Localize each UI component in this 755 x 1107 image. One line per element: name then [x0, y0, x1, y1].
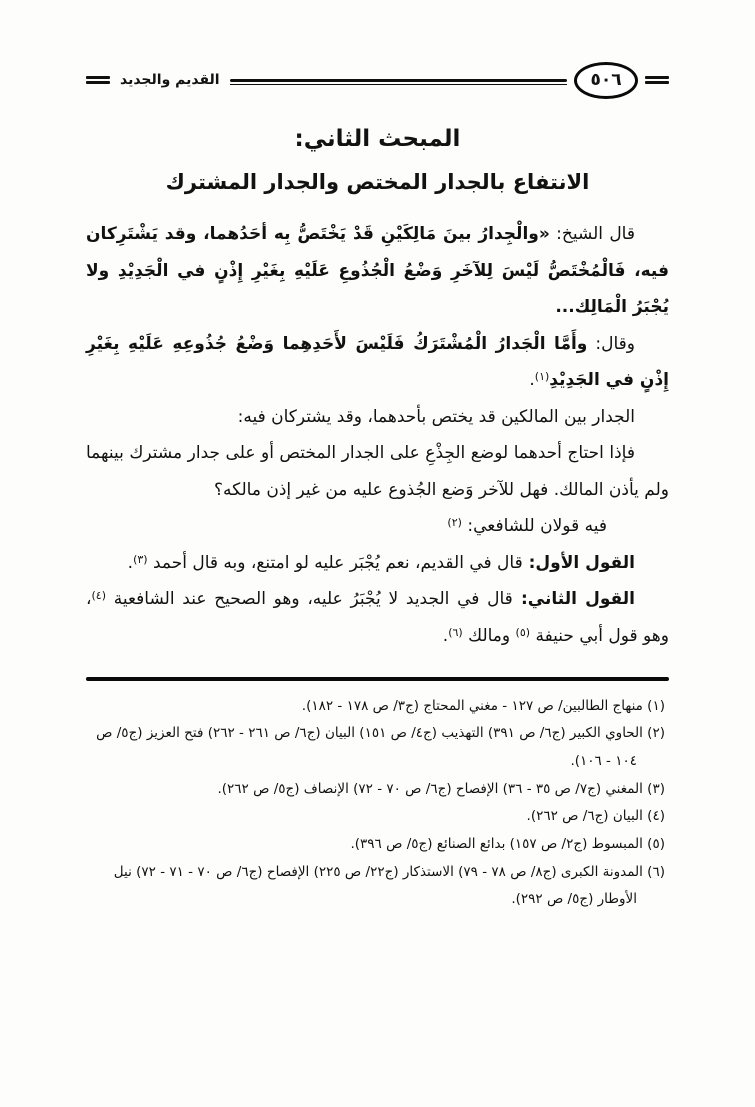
footnote-item: (٤) البيان (ج٦/ ص ٢٦٢).	[526, 808, 665, 825]
view-1-tail: .	[127, 552, 134, 573]
quote-2-tail: .	[529, 370, 535, 391]
header-rule-middle	[230, 79, 567, 82]
view-1-text: قال في القديم، نعم يُجْبَر عليه لو امتنع، وبه قال أحمد	[147, 552, 523, 573]
header-section-title: القديم والجديد	[120, 72, 220, 88]
page-header	[86, 62, 669, 98]
footnote-ref-5: (٥)	[515, 626, 531, 640]
footnote-item: (١) منهاج الطالبين/ ص ١٢٧ - مغني المحتاج (ج٣/ ص ١٧٨ - ١٨٢).	[301, 697, 665, 714]
footnotes-section	[86, 677, 669, 914]
view-2-label: القول الثاني:	[512, 589, 635, 610]
footnote-divider	[86, 677, 669, 681]
paragraph-quote-2	[86, 326, 669, 399]
footnote-item: (٦) المدونة الكبرى (ج٨/ ص ٧٨ - ٧٩) الاستذكار (ج٢٢/ ص ٢٢٥) الإفصاح (ج٦/ ص ٧٠ - ٧١ - ٧٢) نيل الأوطار (ج٥/ ص ٢٩٢).	[113, 863, 665, 908]
quote-1-lead: قال الشيخ:	[549, 224, 635, 244]
quote-2-text: وأَمَّا الْجَدارُ الْمُشْتَرَكُ فَلَيْسَ لأَحَدِهِما وَضْعُ جُذُوعِهِ عَلَيْهِ بِغَيْرِ إِذْنٍ في الجَدِيْدِ	[86, 333, 669, 391]
paragraph-view-1	[86, 545, 669, 582]
view-2-text-1: قال في الجديد لا يُجْبَرُ عليه، وهو الصحيح عند الشافعية	[106, 589, 513, 610]
header-rule-right	[645, 73, 669, 87]
chapter-title: المبحث الثاني:	[294, 126, 461, 152]
paragraph-quote-1	[86, 216, 669, 326]
view-2-text-3: ومالك	[462, 626, 516, 647]
chapter-subtitle: الانتفاع بالجدار المختص والجدار المشترك	[165, 170, 590, 194]
footnote-item: (٢) الحاوي الكبير (ج٦/ ص ٣٩١) التهذيب (ج٤/ ص ١٥١) البيان (ج٦/ ص ٢٦١ - ٢٦٢) فتح العزيز (ج٥/ ص ١٠٤ - ١٠٦).	[96, 725, 665, 769]
body-text	[86, 216, 669, 655]
footnote-item: (٣) المغني (ج٧/ ص ٣٥ - ٣٦) الإفصاح (ج٦/ ص ٧٠ - ٧٢) الإنصاف (ج٥/ ص ٢٦٢).	[217, 780, 665, 797]
footnote-ref-4: (٤)	[91, 589, 107, 603]
footnote-ref-1: (١)	[534, 370, 550, 384]
page-number-badge	[574, 62, 638, 99]
view-1-label: القول الأول:	[522, 552, 635, 573]
footnote-ref-3: (٣)	[133, 552, 148, 566]
footnote-ref-6: (٦)	[448, 626, 463, 640]
quote-1-text: «والْجِدارُ بينَ مَالِكَيْنِ قَدْ يَخْتَصُّ بِه أحَدُهما، وقد يَشْتَرِكان فيه، فَالْمُخْتَصُّ لَيْسَ لِلآخَرِ وَضْعُ الْجُذُوعِ عَلَيْهِ بِغَيْرِ إِذْنٍ في الْجَدِيْدِ ولا يُجْبَرُ الْمَالِك...	[86, 224, 669, 318]
two-views-text: فيه قولان للشافعي:	[461, 516, 607, 537]
header-rule-left	[86, 73, 110, 87]
footnote-item: (٥) المبسوط (ج٢/ ص ١٥٧) بدائع الصنائع (ج٥/ ص ٣٩٦).	[350, 835, 665, 852]
quote-2-lead: وقال:	[587, 333, 636, 354]
paragraph-two-views	[86, 508, 669, 545]
paragraph-summary: الجدار بين المالكين قد يختص بأحدهما، وقد يشتركان فيه:	[237, 406, 635, 427]
view-2-tail: .	[442, 626, 449, 647]
footnote-ref-2: (٢)	[447, 516, 462, 530]
paragraph-view-2	[86, 581, 669, 654]
paragraph-question: فإذا احتاج أحدهما لوضع الجِذْعِ على الجدار المختص أو على جدار مشترك بينهما ولم يأذن المالك. فهل للآخر وَضع الجُذوع عليه من غير إذن مالكه؟	[86, 443, 669, 500]
page-number: ٥٠٦	[590, 70, 622, 90]
view-2-text-2: ، وهو قول أبي حنيفة	[86, 589, 669, 647]
